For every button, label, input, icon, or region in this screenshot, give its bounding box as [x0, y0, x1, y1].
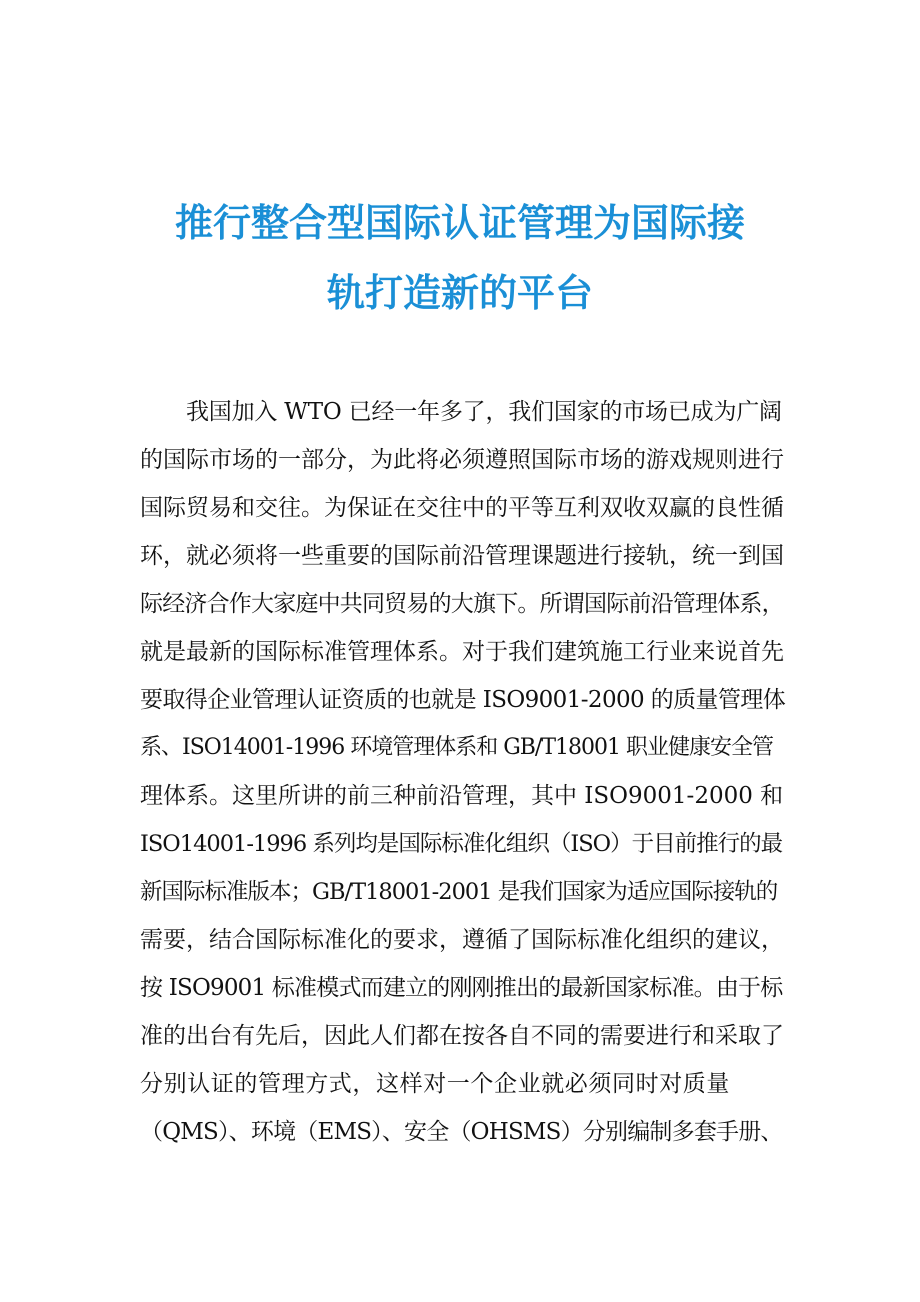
body-line-10: ISO14001-1996 系列均是国际标准化组织（ISO）于目前推行的最 — [140, 831, 783, 857]
body-line-14: 准的出台有先后，因此人们都在按各自不同的需要进行和采取了 — [140, 1023, 784, 1049]
document-title-line-2: 轨打造新的平台 — [326, 271, 593, 315]
body-line-9: 理体系。这里所讲的前三种前沿管理，其中 ISO9001-2000 和 — [140, 783, 784, 809]
body-line-4: 环，就必须将一些重要的国际前沿管理课题进行接轨，统一到国 — [140, 543, 784, 569]
body-line-5: 际经济合作大家庭中共同贸易的大旗下。所谓国际前沿管理体系， — [140, 591, 784, 617]
body-line-15: 分别认证的管理方式，这样对一个企业就必须同时对质量 — [140, 1071, 730, 1097]
body-line-7: 要取得企业管理认证资质的也就是 ISO9001-2000 的质量管理体 — [140, 687, 786, 713]
body-line-3: 国际贸易和交往。为保证在交往中的平等互利双收双赢的良性循 — [140, 495, 784, 521]
body-line-11: 新国际标准版本；GB/T18001-2001 是我们国家为适应国际接轨的 — [140, 879, 778, 905]
document-title-line-1: 推行整合型国际认证管理为国际接 — [174, 201, 745, 245]
body-line-13: 按 ISO9001 标准模式而建立的刚刚推出的最新国家标准。由于标 — [140, 975, 783, 1001]
body-line-12: 需要，结合国际标准化的要求，遵循了国际标准化组织的建议， — [140, 927, 784, 953]
body-line-2: 的国际市场的一部分，为此将必须遵照国际市场的游戏规则进行 — [140, 447, 784, 473]
body-line-8: 系、ISO14001-1996 环境管理体系和 GB/T18001 职业健康安全管 — [140, 735, 773, 760]
body-line-6: 就是最新的国际标准管理体系。对于我们建筑施工行业来说首先 — [140, 639, 784, 665]
body-line-1: 我国加入 WTO 已经一年多了，我们国家的市场已成为广阔 — [186, 399, 782, 425]
body-line-16: （QMS）、环境（EMS）、安全（OHSMS）分别编制多套手册、 — [140, 1119, 783, 1145]
